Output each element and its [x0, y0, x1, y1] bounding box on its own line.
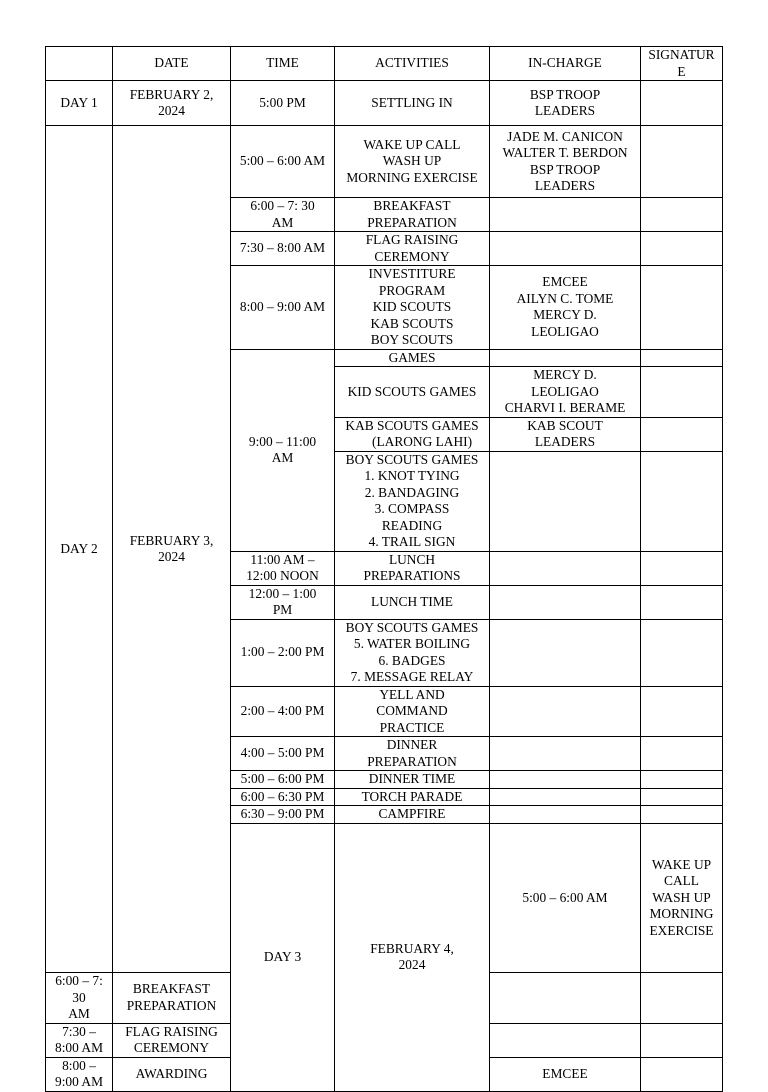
in-charge-cell: [490, 232, 641, 266]
signature-cell: [641, 686, 723, 737]
signature-cell: [641, 806, 723, 824]
time-cell: 5:00 – 6:00 AM: [490, 823, 641, 973]
signature-cell: [641, 198, 723, 232]
time-cell: 12:00 – 1:00 PM: [231, 585, 335, 619]
activity-cell: KID SCOUTS GAMES: [335, 367, 490, 418]
activity-cell: YELL AND COMMAND PRACTICE: [335, 686, 490, 737]
time-cell: 7:30 – 8:00 AM: [46, 1023, 113, 1057]
in-charge-cell: BSP TROOP LEADERS: [490, 81, 641, 126]
table-row: [46, 126, 723, 198]
header-in-charge: IN-CHARGE: [490, 47, 641, 81]
time-cell: 1:00 – 2:00 PM: [231, 619, 335, 686]
in-charge-cell: KAB SCOUT LEADERS: [490, 417, 641, 451]
in-charge-cell: MERCY D. LEOLIGAO CHARVI I. BERAME: [490, 367, 641, 418]
time-cell: 9:00 – 11:00 AM: [231, 349, 335, 551]
in-charge-cell: [490, 585, 641, 619]
time-cell: 8:00 – 9:00 AM: [46, 1057, 113, 1091]
signature-cell: [641, 417, 723, 451]
activity-cell: BREAKFAST PREPARATION: [335, 198, 490, 232]
header-blank: [46, 47, 113, 81]
activity-cell: WAKE UP CALL WASH UP MORNING EXERCISE: [641, 823, 723, 973]
in-charge-cell: [490, 788, 641, 806]
activity-cell: BOY SCOUTS GAMES 1. KNOT TYING 2. BANDAGING 3. COMPASS READING 4. TRAIL SIGN: [335, 451, 490, 551]
signature-cell: [641, 1023, 723, 1057]
signature-cell: [641, 737, 723, 771]
activity-cell: BOY SCOUTS GAMES 5. WATER BOILING 6. BADGES 7. MESSAGE RELAY: [335, 619, 490, 686]
in-charge-cell: EMCEE: [490, 1057, 641, 1091]
in-charge-cell: [490, 771, 641, 789]
time-cell: 6:00 – 7: 30 AM: [231, 198, 335, 232]
time-cell: 5:00 – 6:00 AM: [231, 126, 335, 198]
header-time: TIME: [231, 47, 335, 81]
time-cell: 11:00 AM – 12:00 NOON: [231, 551, 335, 585]
in-charge-cell: [490, 686, 641, 737]
signature-cell: [641, 551, 723, 585]
time-cell: 8:00 – 9:00 AM: [231, 266, 335, 350]
signature-cell: [641, 788, 723, 806]
signature-cell: [641, 232, 723, 266]
signature-cell: [641, 771, 723, 789]
activity-cell: DINNER PREPARATION: [335, 737, 490, 771]
time-cell: 6:30 – 9:00 PM: [231, 806, 335, 824]
day-date: FEBRUARY 4, 2024: [335, 823, 490, 1091]
activity-cell: BREAKFAST PREPARATION: [113, 973, 231, 1024]
signature-cell: [641, 367, 723, 418]
time-cell: 6:00 – 6:30 PM: [231, 788, 335, 806]
activity-cell: CAMPFIRE: [335, 806, 490, 824]
activity-cell: DINNER TIME: [335, 771, 490, 789]
signature-cell: [641, 81, 723, 126]
header-date: DATE: [113, 47, 231, 81]
in-charge-cell: [490, 737, 641, 771]
schedule-table: [45, 46, 723, 1092]
time-cell: 6:00 – 7: 30 AM: [46, 973, 113, 1024]
in-charge-cell: [490, 619, 641, 686]
in-charge-cell: [490, 198, 641, 232]
time-cell: 4:00 – 5:00 PM: [231, 737, 335, 771]
activity-cell: WAKE UP CALL WASH UP MORNING EXERCISE: [335, 126, 490, 198]
in-charge-cell: [490, 806, 641, 824]
activity-cell: TORCH PARADE: [335, 788, 490, 806]
day-label: DAY 1: [46, 81, 113, 126]
header-activities: ACTIVITIES: [335, 47, 490, 81]
day-label: DAY 2: [46, 126, 113, 973]
activity-cell: FLAG RAISING CEREMONY: [113, 1023, 231, 1057]
signature-cell: [641, 266, 723, 350]
activity-cell: LUNCH PREPARATIONS: [335, 551, 490, 585]
day-date: FEBRUARY 2, 2024: [113, 81, 231, 126]
signature-cell: [641, 349, 723, 367]
activity-cell: SETTLING IN: [335, 81, 490, 126]
header-row: [46, 47, 723, 81]
time-cell: 5:00 – 6:00 PM: [231, 771, 335, 789]
activity-cell: KAB SCOUTS GAMES (LARONG LAHI): [335, 417, 490, 451]
in-charge-cell: [490, 349, 641, 367]
signature-cell: [641, 1057, 723, 1091]
table-row: [46, 81, 723, 126]
activity-cell: LUNCH TIME: [335, 585, 490, 619]
header-signature: SIGNATUR E: [641, 47, 723, 81]
in-charge-cell: [490, 1023, 641, 1057]
in-charge-cell: [490, 973, 641, 1024]
time-cell: 5:00 PM: [231, 81, 335, 126]
signature-cell: [641, 451, 723, 551]
signature-cell: [641, 126, 723, 198]
signature-cell: [641, 619, 723, 686]
in-charge-cell: EMCEE AILYN C. TOME MERCY D. LEOLIGAO: [490, 266, 641, 350]
signature-cell: [641, 585, 723, 619]
signature-cell: [641, 973, 723, 1024]
in-charge-cell: JADE M. CANICON WALTER T. BERDON BSP TROOP LEADERS: [490, 126, 641, 198]
in-charge-cell: [490, 451, 641, 551]
activity-cell: FLAG RAISING CEREMONY: [335, 232, 490, 266]
activity-cell: INVESTITURE PROGRAM KID SCOUTS KAB SCOUTS BOY SCOUTS: [335, 266, 490, 350]
time-cell: 7:30 – 8:00 AM: [231, 232, 335, 266]
activity-cell: AWARDING: [113, 1057, 231, 1091]
in-charge-cell: [490, 551, 641, 585]
activity-cell: GAMES: [335, 349, 490, 367]
day-date: FEBRUARY 3, 2024: [113, 126, 231, 973]
time-cell: 2:00 – 4:00 PM: [231, 686, 335, 737]
day-label: DAY 3: [231, 823, 335, 1091]
